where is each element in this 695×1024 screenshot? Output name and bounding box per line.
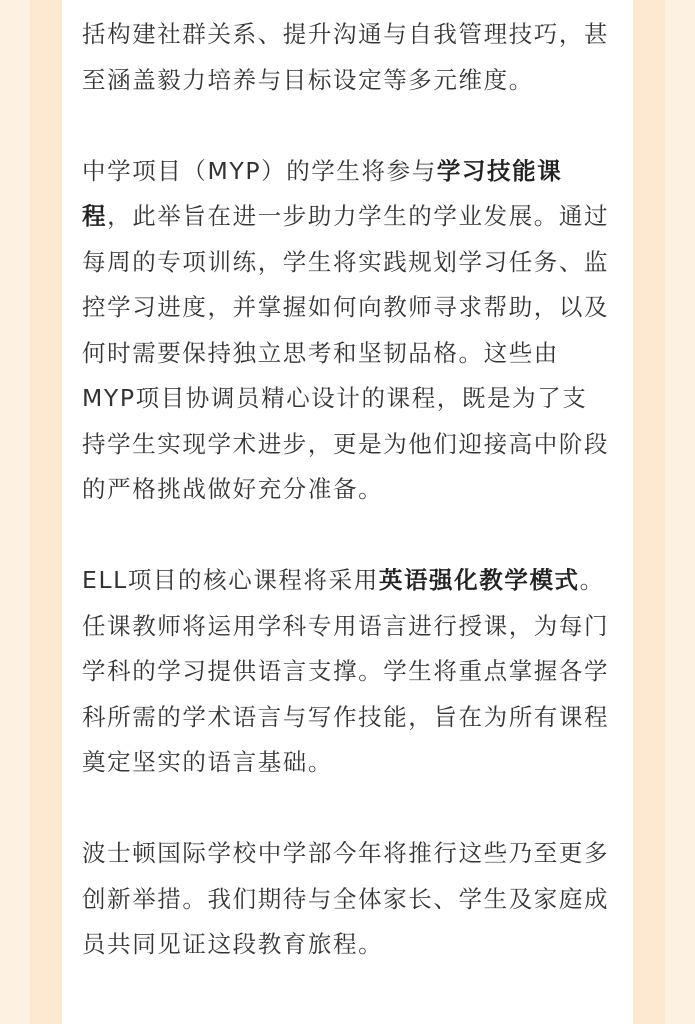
highlight-study-skills-course: 学习技能课程	[82, 156, 563, 230]
paragraph-text: 括构建社群关系、提升沟通与自我管理技巧，甚至涵盖毅力培养与目标设定等多元维度。	[82, 20, 610, 94]
paragraph-text-rest: ，此举旨在进一步助力学生的学业发展。通过每周的专项训练，学生将实践规划学习任务、监控学习进度，并掌握如何向教师寻求帮助，以及何时需要保持独立思考和坚韧品格。这些由MYP项目协调员精心设计的课程，既是为了支持学生实现学术进步，更是为他们迎接高中阶段的严格挑战做好充分准备。	[82, 202, 610, 503]
article-body	[82, 12, 612, 1013]
paragraph-text-rest: 。任课教师将运用学科专用语言进行授课，为每门学科的学习提供语言支撑。学生将重点掌握各学科所需的学术语言与写作技能，旨在为所有课程奠定坚实的语言基础。	[82, 566, 610, 776]
paragraph-text: 波士顿国际学校中学部今年将推行这些乃至更多创新举措。我们期待与全体家长、学生及家庭成员共同见证这段教育旅程。	[82, 839, 610, 958]
paragraph-myp-skills	[82, 149, 612, 513]
highlight-english-intensive-mode: 英语强化教学模式	[378, 566, 580, 594]
paragraph-text-lead: 中学项目（MYP）的学生将参与	[82, 156, 437, 185]
paragraph-closing	[82, 831, 612, 968]
paragraph-self-management	[82, 12, 612, 103]
paragraph-ell-program	[82, 558, 612, 786]
paragraph-text-lead: ELL项目的核心课程将采用	[82, 566, 379, 594]
